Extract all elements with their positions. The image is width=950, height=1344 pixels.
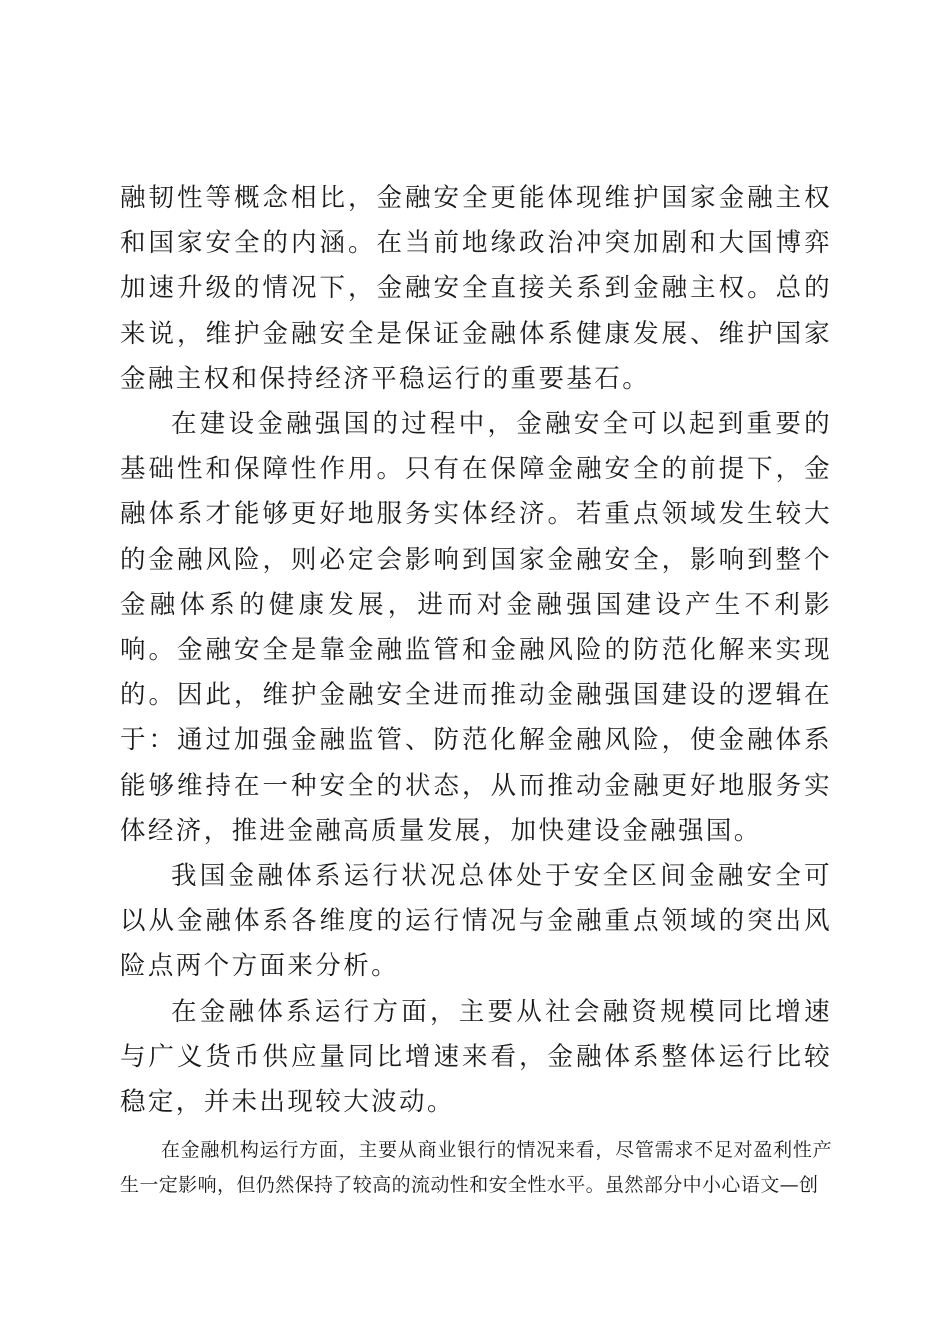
paragraph-continued: 融韧性等概念相比，金融安全更能体现维护国家金融主权和国家安全的内涵。在当前地缘政治冲突加剧和大国博弈加速升级的情况下，金融安全直接关系到金融主权。总的来说，维护金融安全是保证金融体系健康发展、维护国家金融主权和保持经济平稳运行的重要基石。 bbox=[120, 183, 832, 394]
paragraph: 在建设金融强国的过程中，金融安全可以起到重要的基础性和保障性作用。只有在保障金融安全的前提下，金融体系才能够更好地服务实体经济。若重点领域发生较大的金融风险，则必定会影响到国家金融安全，影响到整个金融体系的健康发展，进而对金融强国建设产生不利影响。金融安全是靠金融监管和金融风险的防范化解来实现的。因此，维护金融安全进而推动金融强国建设的逻辑在于：通过加强金融监管、防范化解金融风险，使金融体系能够维持在一种安全的状态，从而推动金融更好地服务实体经济，推进金融高质量发展，加快建设金融强国。 bbox=[120, 409, 832, 846]
paragraph: 在金融体系运行方面，主要从社会融资规模同比增速与广义货币供应量同比增速来看，金融体系整体运行比较稳定，并未出现较大波动。 bbox=[120, 996, 832, 1118]
paragraph: 我国金融体系运行状况总体处于安全区间金融安全可以从金融体系各维度的运行情况与金融重点领域的突出风险点两个方面来分析。 bbox=[120, 861, 832, 982]
document-page bbox=[120, 176, 832, 1203]
paragraph-small-font: 在金融机构运行方面，主要从商业银行的情况来看，尽管需求不足对盈利性产生一定影响，但仍然保持了较高的流动性和安全性水平。虽然部分中小心语文—创 bbox=[120, 1139, 832, 1197]
